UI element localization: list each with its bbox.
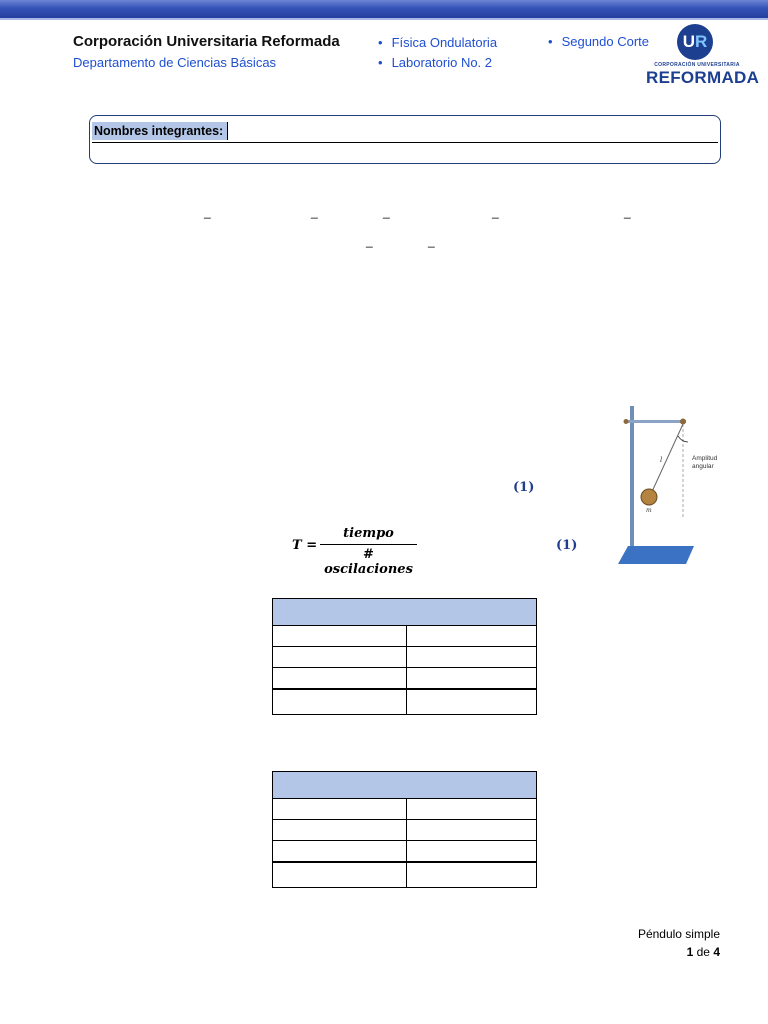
data-table-2 — [272, 771, 537, 888]
table2-cell[interactable] — [273, 841, 407, 863]
course-name: • Física Ondulatoria — [378, 33, 497, 53]
logo-mark-icon: UR — [677, 24, 713, 60]
amplitude-label-2: angular — [692, 463, 714, 470]
formula-fraction — [320, 526, 417, 577]
table1-cell[interactable] — [407, 626, 537, 647]
department-name: Departamento de Ciencias Básicas — [73, 55, 277, 70]
mass-symbol: m — [646, 507, 652, 514]
stand-arm — [624, 420, 686, 423]
pivot-icon — [680, 419, 686, 425]
table2-cell[interactable] — [273, 862, 407, 888]
table2-cell[interactable] — [273, 820, 407, 841]
equation-number: (1) — [556, 538, 578, 553]
pendulum-string — [650, 424, 683, 496]
term-label: • Segundo Corte — [548, 34, 649, 49]
table2-header — [273, 772, 537, 799]
institution-name: Corporación Universitaria Reformada — [73, 33, 340, 50]
page-separator: de — [696, 945, 710, 959]
length-symbol: l — [660, 456, 663, 464]
dash-mark: _ — [204, 205, 211, 219]
table1-cell[interactable] — [407, 647, 537, 668]
logo-subtitle: CORPORACIÓN UNIVERSITARIA — [654, 62, 740, 68]
page-total: 4 — [713, 945, 720, 959]
top-banner — [0, 0, 768, 18]
table2-cell[interactable] — [407, 820, 537, 841]
clamp-knob-icon — [624, 419, 629, 424]
table1-cell[interactable] — [407, 668, 537, 690]
table1-cell[interactable] — [273, 647, 407, 668]
top-banner-rule — [0, 18, 768, 20]
names-label: Nombres integrantes: — [92, 122, 228, 140]
formula-numerator: tiempo — [343, 526, 394, 541]
logo-text: REFORMADA — [646, 68, 760, 87]
pendulum-figure — [616, 402, 718, 570]
dash-mark: _ — [428, 234, 435, 248]
amplitude-label-1: Amplitud — [692, 455, 718, 462]
dash-mark: _ — [366, 234, 373, 248]
table2-cell[interactable] — [407, 799, 537, 820]
equation-number-upper: (1) — [513, 480, 535, 495]
dash-mark: _ — [492, 205, 499, 219]
reformada-logo — [646, 24, 760, 88]
stand-base — [618, 546, 694, 564]
lab-number: • Laboratorio No. 2 — [378, 53, 497, 73]
table1-cell[interactable] — [407, 689, 537, 715]
table1-cell[interactable] — [273, 668, 407, 690]
names-box — [89, 115, 721, 164]
table1-cell[interactable] — [273, 626, 407, 647]
table1-cell[interactable] — [273, 689, 407, 715]
formula-lhs: T = — [292, 538, 318, 553]
table2-cell[interactable] — [407, 841, 537, 863]
dash-mark: _ — [311, 205, 318, 219]
formula-denominator: # oscilaciones — [324, 547, 413, 577]
pendulum-bob-icon — [641, 489, 657, 505]
names-input-line[interactable] — [92, 142, 718, 143]
course-info-list — [378, 33, 497, 73]
stand-rod — [630, 406, 634, 552]
page-number: 1 — [686, 945, 694, 959]
dash-mark: _ — [383, 205, 390, 219]
table1-header — [273, 599, 537, 626]
table2-cell[interactable] — [273, 799, 407, 820]
page-indicator — [687, 945, 720, 959]
dash-mark: _ — [624, 205, 631, 219]
fraction-bar — [320, 544, 417, 545]
data-table-1 — [272, 598, 537, 715]
table2-cell[interactable] — [407, 862, 537, 888]
footer-title: Péndulo simple — [637, 927, 720, 941]
